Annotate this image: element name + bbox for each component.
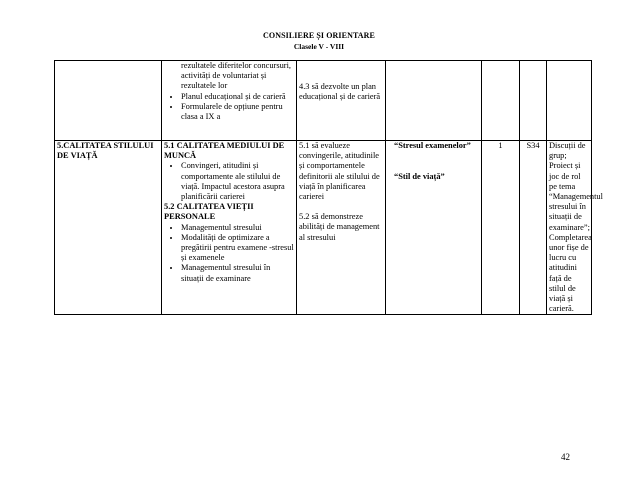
activities-text: Discuții de grup; Proiect și joc de rol pe tema “Managementul stresului în situații de examinare”; Completarea unor fișe de lucru cu atitudini față de stilul de viață și carieră. (549, 141, 603, 314)
module-cell (55, 141, 162, 315)
list-item: • Formularele de opțiune pentru clasa a IX a (181, 102, 294, 122)
competence-text: 5.1 să evalueze convingerile, atitudinile și comportamentele definitorii ale stilului de viață în planificarea carierei (299, 141, 380, 202)
module-title: 5.CALITATEA STILULUI DE VIAȚĂ (57, 141, 154, 161)
topic-cell (386, 61, 482, 141)
topic-text: “Stresul examenelor” (394, 141, 471, 150)
competence-cell (297, 141, 386, 315)
list-item: • Convingeri, atitudini și comportamente ale stilului de viață. Impactul acestora asupra planificării carierei (181, 161, 294, 202)
unit-title: 5.1 CALITATEA MEDIULUI DE MUNCĂ (164, 141, 285, 161)
competence-text: 4.3 să dezvolte un plan educațional și de carieră (299, 82, 381, 102)
week-value: S34 (526, 141, 540, 150)
table-row (55, 61, 592, 141)
content-continuation: rezultatele diferitelor concursuri, activități de voluntariat și rezultatele lor (181, 61, 291, 91)
curriculum-table (54, 60, 603, 315)
content-list (164, 92, 294, 123)
page-title: CONSILIERE ȘI ORIENTARE (263, 31, 375, 40)
content-list (164, 161, 294, 202)
table-row (55, 141, 592, 315)
activities-cell (547, 61, 592, 141)
module-cell (55, 61, 162, 141)
content-cell (162, 141, 297, 315)
list-item: • Managementul stresului în situații de examinare (181, 263, 294, 283)
hours-cell (482, 61, 520, 141)
unit-title: 5.2 CALITATEA VIEȚII PERSONALE (164, 202, 254, 222)
hours-value: 1 (498, 141, 503, 150)
topic-text: “Stil de viață” (394, 172, 445, 182)
week-cell (520, 61, 547, 141)
list-item: • Modalități de optimizare a pregătirii pentru examene -stresul și examenele (181, 233, 294, 264)
topic-cell (386, 141, 482, 315)
list-item: • Managementul stresului (181, 223, 294, 233)
competence-cell (297, 61, 386, 141)
competence-text: 5.2 să demonstreze abilități de management al stresului (299, 212, 380, 242)
week-cell (520, 141, 547, 315)
list-item: • Planul educațional și de carieră (181, 92, 294, 102)
page-number: 42 (561, 452, 570, 462)
content-list (164, 223, 294, 284)
activities-cell (547, 141, 603, 315)
page-subtitle: Clasele V - VIII (293, 42, 345, 51)
hours-cell (482, 141, 520, 315)
content-cell (162, 61, 297, 141)
